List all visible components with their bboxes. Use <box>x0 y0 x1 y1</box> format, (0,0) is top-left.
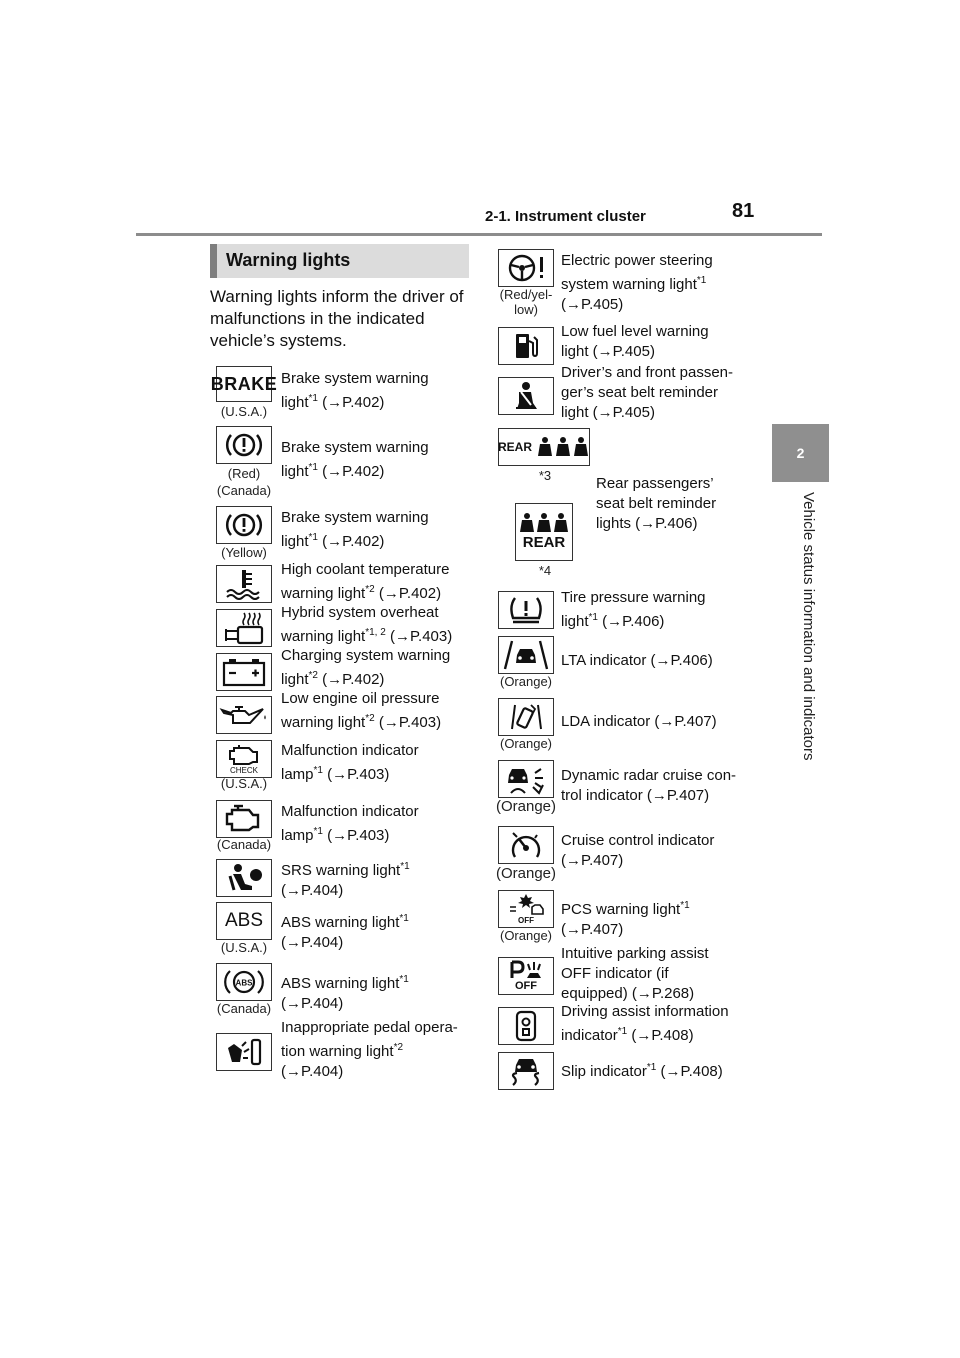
desc-hybrid-overheat: Hybrid system overheat warning light$^{*1, 2}$ (→P.403) <box>281 604 453 645</box>
caption: (U.S.A.) <box>220 776 268 791</box>
slip-indicator-icon <box>498 1052 554 1090</box>
airbag-icon <box>216 859 272 897</box>
desc-brake-yellow: Brake system warning light$^{*1}$ (→P.402) <box>281 509 429 550</box>
pcs-warning-icon <box>498 890 554 928</box>
pedal-misoperation-icon <box>216 1033 272 1071</box>
caption: (Orange) <box>495 865 557 882</box>
caption: (Orange) <box>495 798 557 815</box>
desc-coolant: High coolant temperature warning light$^{*2}$ (→P.402) <box>281 561 450 602</box>
section-header: 2-1. Instrument cluster <box>485 208 646 225</box>
caption: (U.S.A.) <box>220 940 268 955</box>
page-number: 81 <box>732 200 755 222</box>
heading-accent-bar <box>210 244 217 278</box>
abs-circle-icon <box>216 963 272 1001</box>
abs-icon-label: ABS <box>224 910 264 931</box>
caption: (Red/yel- <box>499 287 553 302</box>
lane-tracing-icon <box>498 636 554 674</box>
tire-pressure-icon <box>498 591 554 629</box>
seatbelt-icon <box>498 377 554 415</box>
abs-small-label: ABS <box>235 978 253 988</box>
desc-fuel: Low fuel level warning light (→P.405) <box>561 323 709 360</box>
desc-abs-canada: ABS warning light$^{*1}$ (→P.404) <box>281 974 409 1012</box>
desc-parking-assist: Intuitive parking assist OFF indicator (if equipped) (→P.268) <box>561 945 709 1002</box>
desc-lta: LTA indicator (→P.406) <box>561 652 713 669</box>
desc-oil-pressure: Low engine oil pressure warning light$^{*2}$ (→P.403) <box>281 690 442 731</box>
caption: (Canada) <box>216 1001 272 1016</box>
brake-text-icon <box>210 366 278 402</box>
lane-departure-icon <box>498 698 554 736</box>
brake-exclaim-icon <box>216 426 272 464</box>
brake-exclaim-icon <box>216 506 272 544</box>
steering-wheel-exclaim-icon <box>498 249 554 287</box>
caption: (Yellow) <box>221 545 267 560</box>
engine-icon <box>216 800 272 838</box>
chapter-title: Vehicle status information and indicators <box>800 492 817 761</box>
desc-charging: Charging system warning light$^{*2}$ (→P.402) <box>281 647 451 688</box>
intro-text: Warning lights inform the driver of malfunctions in the indicated vehicle’s systems. <box>210 287 464 350</box>
caption: (U.S.A.) <box>220 404 268 419</box>
desc-radar-cruise: Dynamic radar cruise con- trol indicator (→P.407) <box>561 767 737 804</box>
desc-lda: LDA indicator (→P.407) <box>561 713 717 730</box>
fuel-pump-icon <box>498 327 554 365</box>
rear-seatbelt-stack-icon <box>515 503 573 561</box>
desc-malfunction-usa: Malfunction indicator lamp$^{*1}$ (→P.403) <box>281 742 419 783</box>
check-engine-icon <box>216 740 272 778</box>
cruise-control-icon <box>498 826 554 864</box>
desc-eps: Electric power steering system warning light$^{*1}$ (→P.405) <box>561 252 713 313</box>
caption: (Orange) <box>499 674 553 689</box>
chapter-tab[interactable]: 2 <box>772 424 829 482</box>
desc-srs: SRS warning light$^{*1}$ (→P.404) <box>281 861 410 899</box>
brake-icon-label: BRAKE <box>210 373 278 394</box>
desc-brake-usa: Brake system warning light$^{*1}$ (→P.402) <box>281 370 429 411</box>
parking-assist-off-icon <box>498 957 554 995</box>
header-divider <box>136 233 822 236</box>
driving-assist-info-icon <box>498 1007 554 1045</box>
caption: low) <box>514 302 538 317</box>
caption: (Canada) <box>216 837 272 852</box>
desc-malfunction-canada: Malfunction indicator lamp$^{*1}$ (→P.403) <box>281 803 419 844</box>
caption: (Canada) <box>216 483 272 498</box>
section-heading-title: Warning lights <box>226 250 351 270</box>
rear-seatbelt-row-icon <box>498 428 590 466</box>
abs-text-icon <box>216 902 272 940</box>
desc-brake-red: Brake system warning light$^{*1}$ (→P.402) <box>281 439 429 480</box>
radar-cruise-icon <box>498 760 554 798</box>
desc-cruise-control: Cruise control indicator (→P.407) <box>561 832 715 869</box>
caption: *4 <box>538 563 552 578</box>
coolant-temperature-icon <box>216 565 272 603</box>
desc-abs-usa: ABS warning light$^{*1}$ (→P.404) <box>281 913 409 951</box>
caption: *3 <box>538 468 552 483</box>
desc-seatbelt: Driver’s and front passen- ger’s seat belt reminder light (→P.405) <box>561 364 734 421</box>
oil-can-icon <box>216 696 272 734</box>
battery-icon <box>216 653 272 691</box>
check-icon-label: CHECK <box>229 765 258 775</box>
pcs-off-label: OFF <box>518 916 534 925</box>
caption: (Red) <box>227 466 261 481</box>
desc-rear-seatbelt: Rear passengers’ seat belt reminder lights (→P.406) <box>596 475 717 532</box>
desc-driving-assist: Driving assist information indicator$^{*1}$ (→P.408) <box>561 1003 729 1044</box>
parking-off-label: OFF <box>515 980 537 992</box>
desc-pcs: PCS warning light$^{*1}$ (→P.407) <box>561 900 690 938</box>
hybrid-overheat-icon <box>216 609 272 647</box>
desc-tpms: Tire pressure warning light$^{*1}$ (→P.406) <box>561 589 706 630</box>
caption: (Orange) <box>499 736 553 751</box>
desc-pedal: Inappropriate pedal opera- tion warning light$^{*2}$ (→P.404) <box>281 1019 458 1080</box>
rear-stack-label: REAR <box>522 534 566 551</box>
rear-icon-label: REAR <box>498 440 533 454</box>
desc-slip: Slip indicator$^{*1}$ (→P.408) <box>561 1062 723 1080</box>
caption: (Orange) <box>499 928 553 943</box>
section-heading <box>210 244 469 278</box>
